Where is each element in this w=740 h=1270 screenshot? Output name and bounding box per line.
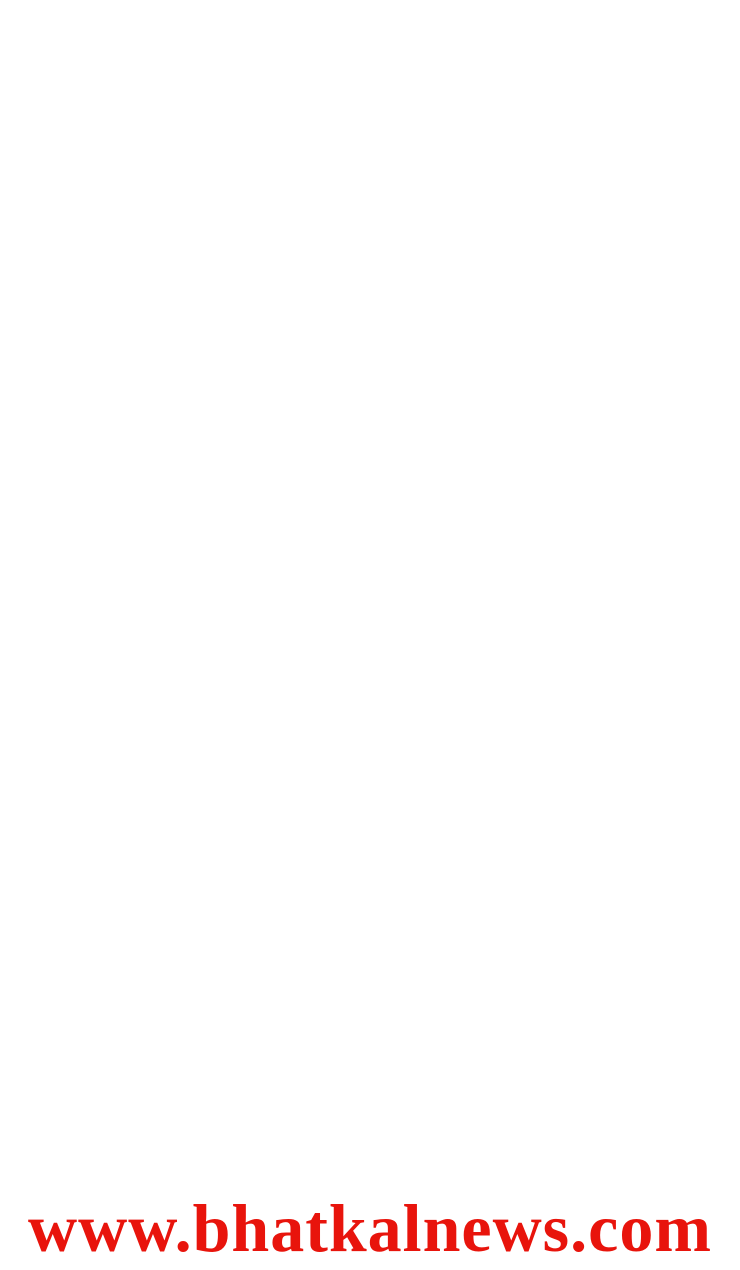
website-url[interactable]: www.bhatkalnews.com <box>28 1190 712 1266</box>
body-line <box>4 1074 736 1107</box>
body-line <box>4 815 736 850</box>
body-line <box>4 1107 736 1140</box>
article-kenya-tanker <box>4 584 736 1024</box>
body-line <box>4 954 736 989</box>
body-line <box>4 533 736 568</box>
body-line <box>4 119 736 154</box>
body-line <box>4 920 736 955</box>
article-body <box>4 1074 736 1206</box>
body-line <box>4 257 736 292</box>
body-line <box>4 989 736 1024</box>
body-line <box>4 430 736 465</box>
body-line <box>4 292 736 327</box>
article-subheadline <box>4 634 736 668</box>
body-line <box>4 395 736 430</box>
article-headline <box>4 584 736 630</box>
body-line <box>4 188 736 223</box>
body-line <box>4 850 736 885</box>
body-line <box>4 464 736 499</box>
body-line <box>4 499 736 534</box>
article-body <box>4 50 736 602</box>
article-headline <box>4 4 736 44</box>
body-line <box>4 746 736 781</box>
body-line <box>4 1140 736 1173</box>
article-russian-bombing <box>4 4 736 602</box>
body-line <box>4 326 736 361</box>
body-line <box>4 50 736 85</box>
body-line <box>4 780 736 815</box>
body-line <box>4 711 736 746</box>
body-line <box>4 223 736 258</box>
body-line <box>4 154 736 189</box>
body-line <box>4 885 736 920</box>
article-body <box>4 676 736 1024</box>
body-line <box>4 676 736 711</box>
body-line <box>4 361 736 396</box>
article-headline <box>4 1026 736 1066</box>
article-delhi-fog <box>4 1026 736 1206</box>
body-line <box>4 85 736 120</box>
